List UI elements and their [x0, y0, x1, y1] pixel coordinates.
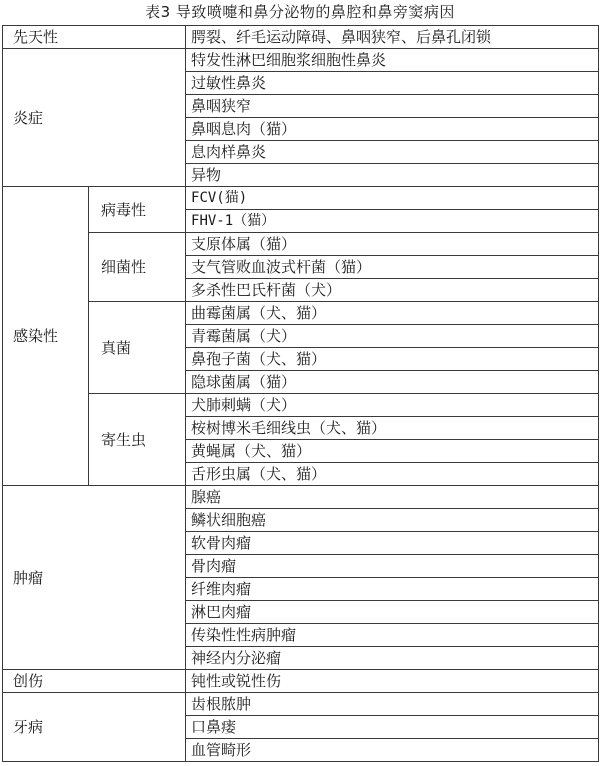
- category-inflammation: 炎症: [3, 49, 186, 187]
- category-infectious: 感染性: [3, 187, 89, 486]
- subcategory-viral: 病毒性: [89, 187, 186, 233]
- table-row: [3, 693, 599, 716]
- subcategory-fungal: 真菌: [89, 302, 186, 394]
- table-row: [3, 394, 599, 417]
- cause-cell: 淋巴肉瘤: [186, 601, 599, 624]
- table-row: [3, 187, 599, 210]
- table-row: [3, 49, 599, 72]
- cause-cell: 过敏性鼻炎: [186, 72, 599, 95]
- cause-cell: 特发性淋巴细胞浆细胞性鼻炎: [186, 49, 599, 72]
- cause-cell: 青霉菌属（犬）: [186, 325, 599, 348]
- cause-cell: 犬肺刺螨（犬）: [186, 394, 599, 417]
- cause-cell: 异物: [186, 164, 599, 187]
- cause-cell: 桉树博米毛细线虫（犬、猫）: [186, 417, 599, 440]
- cause-cell: 鼻咽息肉（猫）: [186, 118, 599, 141]
- cause-cell: FCV(猫): [186, 187, 599, 210]
- table-row: [3, 486, 599, 509]
- table-row: [3, 233, 599, 256]
- cause-cell: 齿根脓肿: [186, 693, 599, 716]
- cause-cell: 骨肉瘤: [186, 555, 599, 578]
- category-dental: 牙病: [3, 693, 186, 762]
- cause-cell: 神经内分泌瘤: [186, 647, 599, 670]
- category-congenital: 先天性: [3, 26, 186, 49]
- cause-cell: 舌形虫属（犬、猫）: [186, 463, 599, 486]
- cause-cell: 支原体属（猫）: [186, 233, 599, 256]
- cause-cell: 血管畸形: [186, 739, 599, 762]
- category-trauma: 创伤: [3, 670, 186, 693]
- cause-cell: 鼻咽狭窄: [186, 95, 599, 118]
- cause-cell: 黄蝇属（犬、猫）: [186, 440, 599, 463]
- cause-cell: 腺癌: [186, 486, 599, 509]
- etiology-table: [2, 25, 599, 762]
- cause-cell: 多杀性巴氏杆菌（犬）: [186, 279, 599, 302]
- cause-cell: 鳞状细胞癌: [186, 509, 599, 532]
- cause-cell: 息肉样鼻炎: [186, 141, 599, 164]
- table-row: [3, 26, 599, 49]
- cause-cell: 隐球菌属（猫）: [186, 371, 599, 394]
- cause-cell: 口鼻瘘: [186, 716, 599, 739]
- category-tumor: 肿瘤: [3, 486, 186, 670]
- table-row: [3, 670, 599, 693]
- table-row: [3, 302, 599, 325]
- cause-cell: 曲霉菌属（犬、猫）: [186, 302, 599, 325]
- cause-cell: 腭裂、纤毛运动障碍、鼻咽狭窄、后鼻孔闭锁: [186, 26, 599, 49]
- cause-cell: 钝性或锐性伤: [186, 670, 599, 693]
- subcategory-bacterial: 细菌性: [89, 233, 186, 302]
- cause-cell: 软骨肉瘤: [186, 532, 599, 555]
- table-title: 表3 导致喷嚏和鼻分泌物的鼻腔和鼻旁窦病因: [145, 3, 455, 21]
- subcategory-parasitic: 寄生虫: [89, 394, 186, 486]
- cause-cell: 纤维肉瘤: [186, 578, 599, 601]
- cause-cell: 支气管败血波式杆菌（猫）: [186, 256, 599, 279]
- cause-cell: FHV-1（猫）: [186, 210, 599, 233]
- cause-cell: 鼻孢子菌（犬、猫）: [186, 348, 599, 371]
- cause-cell: 传染性性病肿瘤: [186, 624, 599, 647]
